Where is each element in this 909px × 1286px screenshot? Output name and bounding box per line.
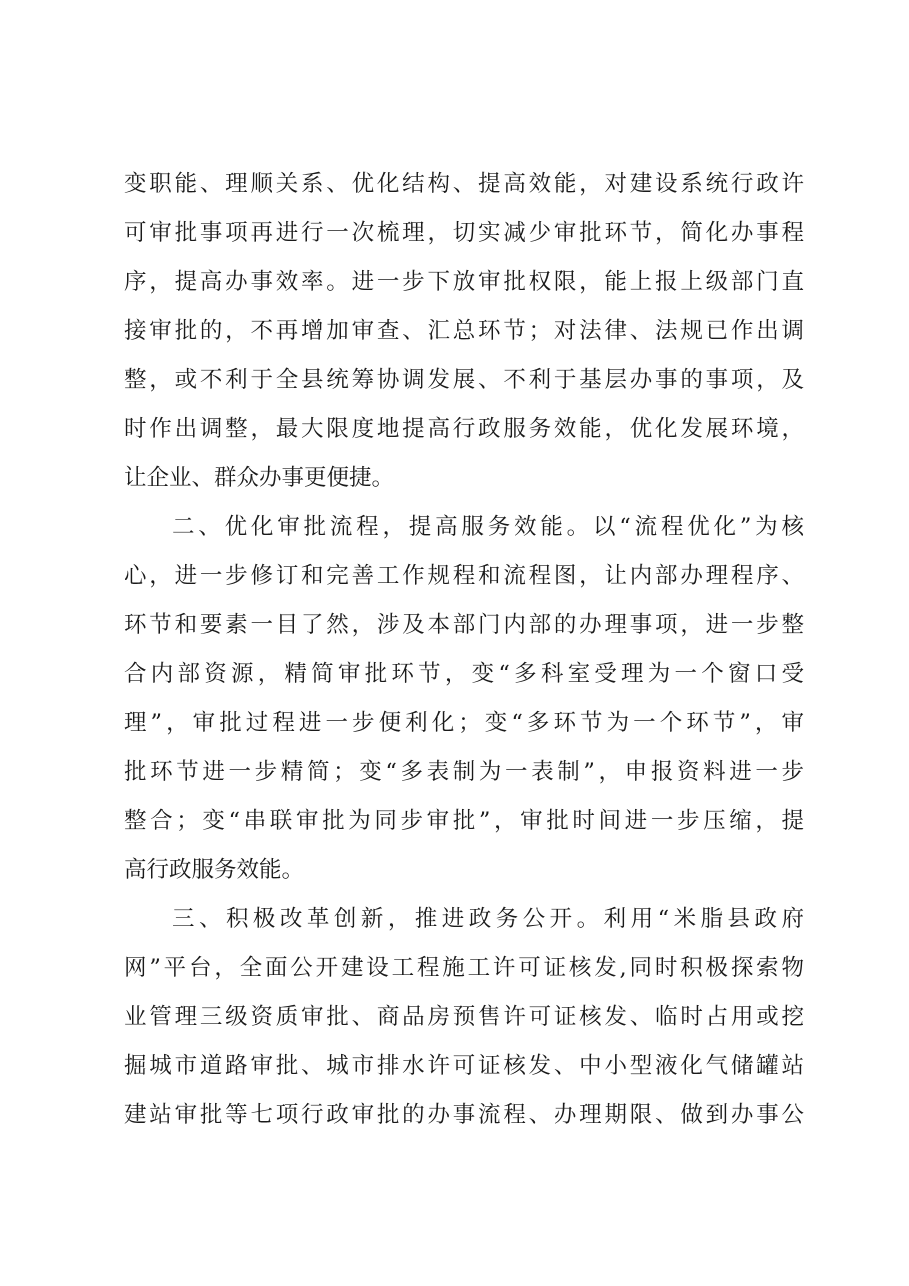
text-line: 整，或不利于全县统筹协调发展、不利于基层办事的事项，及 (124, 367, 804, 393)
text-line: 理”，审批过程进一步便利化；变“多环节为一个环节”，审 (124, 710, 804, 736)
paragraph-3 (124, 895, 804, 1140)
text-line: 时作出调整，最大限度地提高行政服务效能，优化发展环境， (124, 416, 804, 442)
paragraph-1 (124, 160, 804, 503)
text-line: 网”平台，全面公开建设工程施工许可证核发,同时积极探索物 (124, 955, 804, 981)
text-line: 掘城市道路审批、城市排水许可证核发、中小型液化气储罐站 (124, 1053, 804, 1079)
text-line: 业管理三级资质审批、商品房预售许可证核发、临时占用或挖 (124, 1004, 804, 1030)
paragraph-2 (124, 503, 804, 895)
text-line: 三、积极改革创新，推进政务公开。利用“米脂县政府 (172, 906, 804, 932)
document-body (124, 160, 804, 1140)
text-line: 接审批的，不再增加审查、汇总环节；对法律、法规已作出调 (124, 318, 804, 344)
text-line: 心，进一步修订和完善工作规程和流程图，让内部办理程序、 (124, 563, 804, 589)
text-line: 合内部资源，精简审批环节，变“多科室受理为一个窗口受 (124, 661, 804, 687)
text-line: 批环节进一步精简；变“多表制为一表制”，申报资料进一步 (124, 759, 804, 785)
text-line: 建站审批等七项行政审批的办事流程、办理期限、做到办事公 (124, 1102, 804, 1128)
text-line: 让企业、群众办事更便捷。 (124, 465, 395, 491)
text-line: 高行政服务效能。 (124, 857, 305, 883)
text-line: 整合；变“串联审批为同步审批”，审批时间进一步压缩，提 (124, 808, 804, 834)
text-line: 环节和要素一目了然，涉及本部门内部的办理事项，进一步整 (124, 612, 804, 638)
text-line: 可审批事项再进行一次梳理，切实减少审批环节，简化办事程 (124, 220, 804, 246)
text-line: 二、优化审批流程，提高服务效能。以“流程优化”为核 (172, 514, 804, 540)
text-line: 序，提高办事效率。进一步下放审批权限，能上报上级部门直 (124, 269, 804, 295)
text-line: 变职能、理顺关系、优化结构、提高效能，对建设系统行政许 (124, 171, 804, 197)
